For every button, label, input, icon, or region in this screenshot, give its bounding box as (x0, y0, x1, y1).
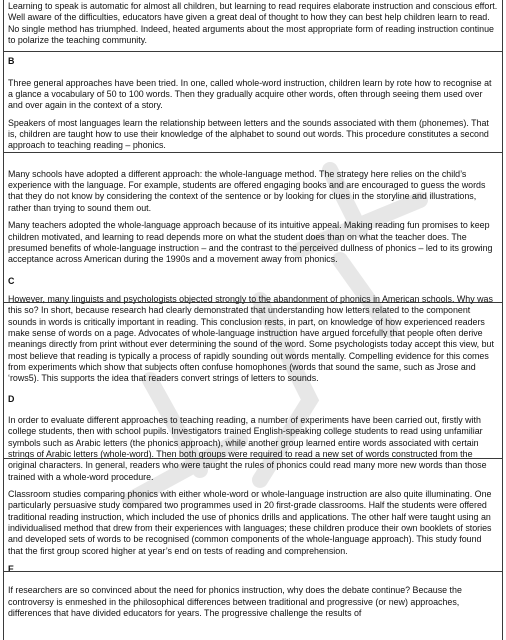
section-heading: D (8, 393, 15, 404)
paragraph: Speakers of most languages learn the relationship between letters and the sounds associated with them (phonemes). That is, children are taught how to use their knowledge of the alphabet to sound out words. This procedure constitutes a second approach to teaching reading – phonics. (8, 117, 489, 151)
divider (4, 302, 502, 303)
divider (4, 458, 502, 459)
section-heading: C (8, 275, 15, 286)
paragraph: If researchers are so convinced about the need for phonics instruction, why does the debate continue? Because the controversy is enmeshed in the philosophical differences between traditional and progressive (or new) approaches, differences that have divided educators for years. The progressive challenge the results of (8, 585, 462, 619)
section-e (8, 564, 498, 619)
section-d (8, 394, 498, 557)
section-a (8, 1, 498, 46)
divider (4, 51, 502, 52)
section-b (8, 56, 498, 265)
divider (4, 571, 502, 572)
paragraph: Three general approaches have been tried. In one, called whole-word instruction, children learn by rote how to recognise at a glance a vocabulary of 50 to 100 words. Then they gradually acquire other words, often through seeing them used over and over again in the context of a story. (8, 77, 492, 111)
section-heading: E (8, 564, 14, 575)
paragraph: Learning to speak is automatic for almost all children, but learning to read requires elaborate instruction and conscious effort. Well aware of the difficulties, educators have given a great deal of thought to how they can best help children learn to read. No single method has triumphed. Indeed, heated arguments about the most appropriate form of reading instruction continue to polarize the teaching community. (8, 1, 498, 46)
divider (4, 152, 502, 153)
paragraph: However, many linguists and psychologists objected strongly to the abandonment of phonics in American schools. Why was this so? In short, because research had clearly demonstrated that understanding how letters related to the component sounds in words is critically important in reading. This conclusion rests, in part, on knowledge of how experienced readers make sense of words on a page. Advocates of whole-language instruction have argued forcefully that people often derive meanings directly from print without ever determining the sound of the word. Some psychologists today accept this view, but most believe that reading is typically a process of rapidly sounding out words mentally. Compelling evidence for this comes from experiments which show that subjects often confuse homophones (words that sound the same, such as Jrose and ‘rows5). This supports the idea that readers convert strings of letters to sounds. (8, 293, 494, 384)
paragraph: In order to evaluate different approaches to teaching reading, a number of experiments have been carried out, firstly with college students, then with school pupils. Investigators trained English-speaking college students to read using unfamiliar symbols such as Arabic letters (the phonics approach), while another group learned entire words associated with certain strings of Arabic letters (whole-word). Then both groups were required to read a new set of words constructed from the original characters. In general, readers who were taught the rules of phonics could read many more new words than those trained with a whole-word procedure. (8, 414, 487, 482)
paragraph: Classroom studies comparing phonics with either whole-word or whole-language instruction are also quite illuminating. One particularly persuasive study compared two programmes used in 20 first-grade classrooms. Half the students were offered traditional reading instruction, which included the use of phonics drills and applications. The other half were taught using an individualised method that drew from their experiences with languages; these children produce their own booklets of stories and developed sets of words to be recognised (common components of the whole-language approach). This study found that the first group scored higher at year’s end on tests of reading and comprehension. (8, 489, 492, 556)
article-body (8, 1, 498, 619)
section-heading: B (8, 56, 15, 67)
paragraph: Many teachers adopted the whole-language approach because of its intuitive appeal. Making reading fun promises to keep children motivated, and learning to read depends more on what the student does than on what the teacher does. The presumed benefits of whole-language instruction – and the contrast to the perceived dullness of phonics – led to its growing acceptance across American during the 1990s and a movement away from phonics. (8, 220, 493, 265)
section-c (8, 276, 498, 385)
paragraph: Many schools have adopted a different approach: the whole-language method. The strategy here relies on the child’s experience with the language. For example, students are offered engaging books and are encouraged to guess the words that they do not know by considering the context of the sentence or by looking for clues in the storyline and illustrations, rather than trying to sound them out. (8, 168, 486, 213)
